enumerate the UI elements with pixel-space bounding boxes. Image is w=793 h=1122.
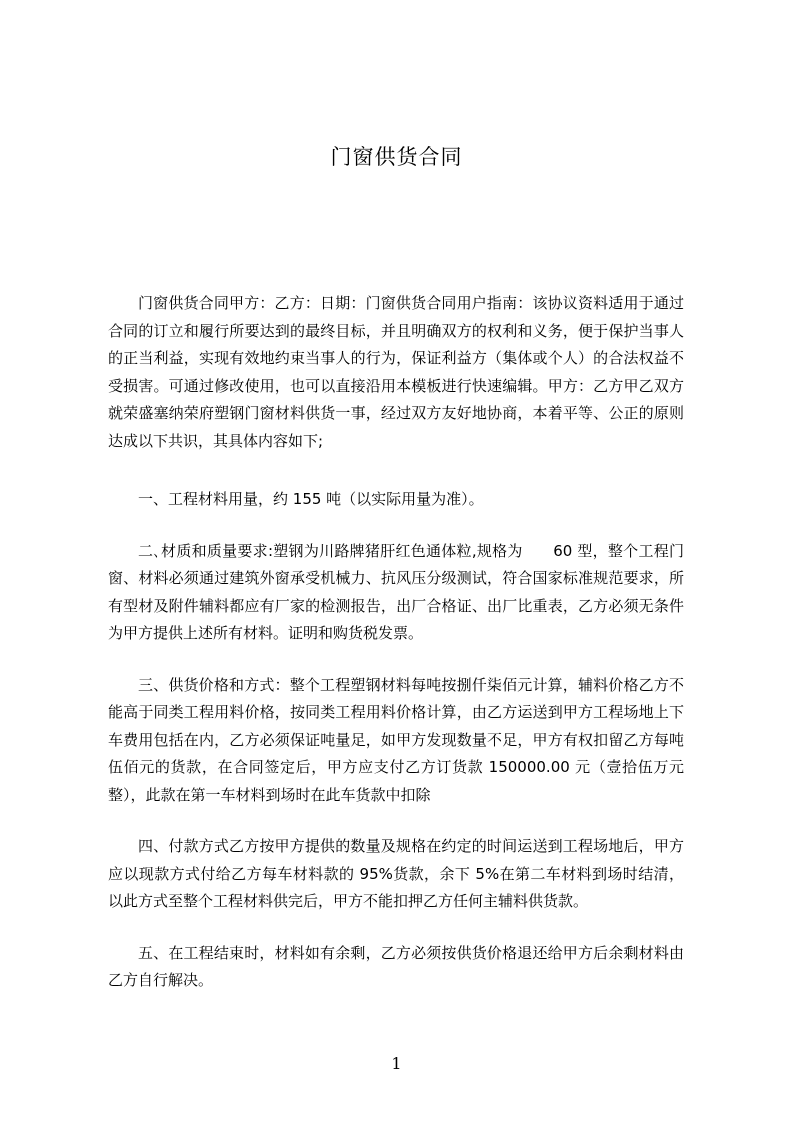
paragraph-clause-5: 五、在工程结束时，材料如有余剩，乙方必须按供货价格退还给甲方后余剩材料由乙方自行解决。 <box>108 943 684 989</box>
document-title: 门窗供货合同 <box>330 145 463 169</box>
page-number: 1 <box>391 1054 402 1073</box>
paragraph-clause-1: 一、工程材料用量，约 155 吨（以实际用量为准）。 <box>138 490 484 508</box>
paragraph-clause-4: 四、付款方式乙方按甲方提供的数量及规格在约定的时间运送到工程场地后，甲方应以现款方式付给乙方每车材料款的 95%货款，余下 5%在第二车材料到场时结清，以此方式至整个工程材料供完后，甲方不能扣押乙方任何主辅料供货款。 <box>108 837 684 910</box>
paragraph-clause-2: 二､材质和质量要求:塑钢为川路牌猪肝红色通体粒,规格为 60 型，整个工程门窗、材料必须通过建筑外窗承受机械力、抗风压分级测试，符合国家标准规范要求，所有型材及附件辅料都应有厂家的检测报告，出厂合格证、出厂比重表，乙方必须无条件为甲方提供上述所有材料。证明和购货税发票。 <box>108 541 684 642</box>
paragraph-intro: 门窗供货合同甲方：乙方：日期：门窗供货合同用户指南：该协议资料适用于通过合同的订立和履行所要达到的最终目标，并且明确双方的权利和义务，便于保护当事人的正当利益，实现有效地约束当事人的行为，保证利益方（集体或个人）的合法权益不受损害。可通过修改使用，也可以直接沿用本模板进行快速编辑。甲方：乙方甲乙双方就荣盛塞纳荣府塑钢门窗材料供货一事，经过双方友好地协商，本着平等、公正的原则达成以下共识，其具体内容如下; <box>108 294 684 450</box>
paragraph-clause-3: 三、供货价格和方式：整个工程塑钢材料每吨按捌仟柒佰元计算，辅料价格乙方不能高于同类工程用料价格，按同类工程用料价格计算，由乙方运送到甲方工程场地上下车费用包括在内，乙方必须保证吨量足，如甲方发现数量不足，甲方有权扣留乙方每吨伍佰元的货款，在合同签定后，甲方应支付乙方订货款 150000.00 元（壹拾伍万元整），此款在第一车材料到场时在此车货款中扣除 <box>108 675 684 804</box>
document-body <box>108 290 684 1019</box>
